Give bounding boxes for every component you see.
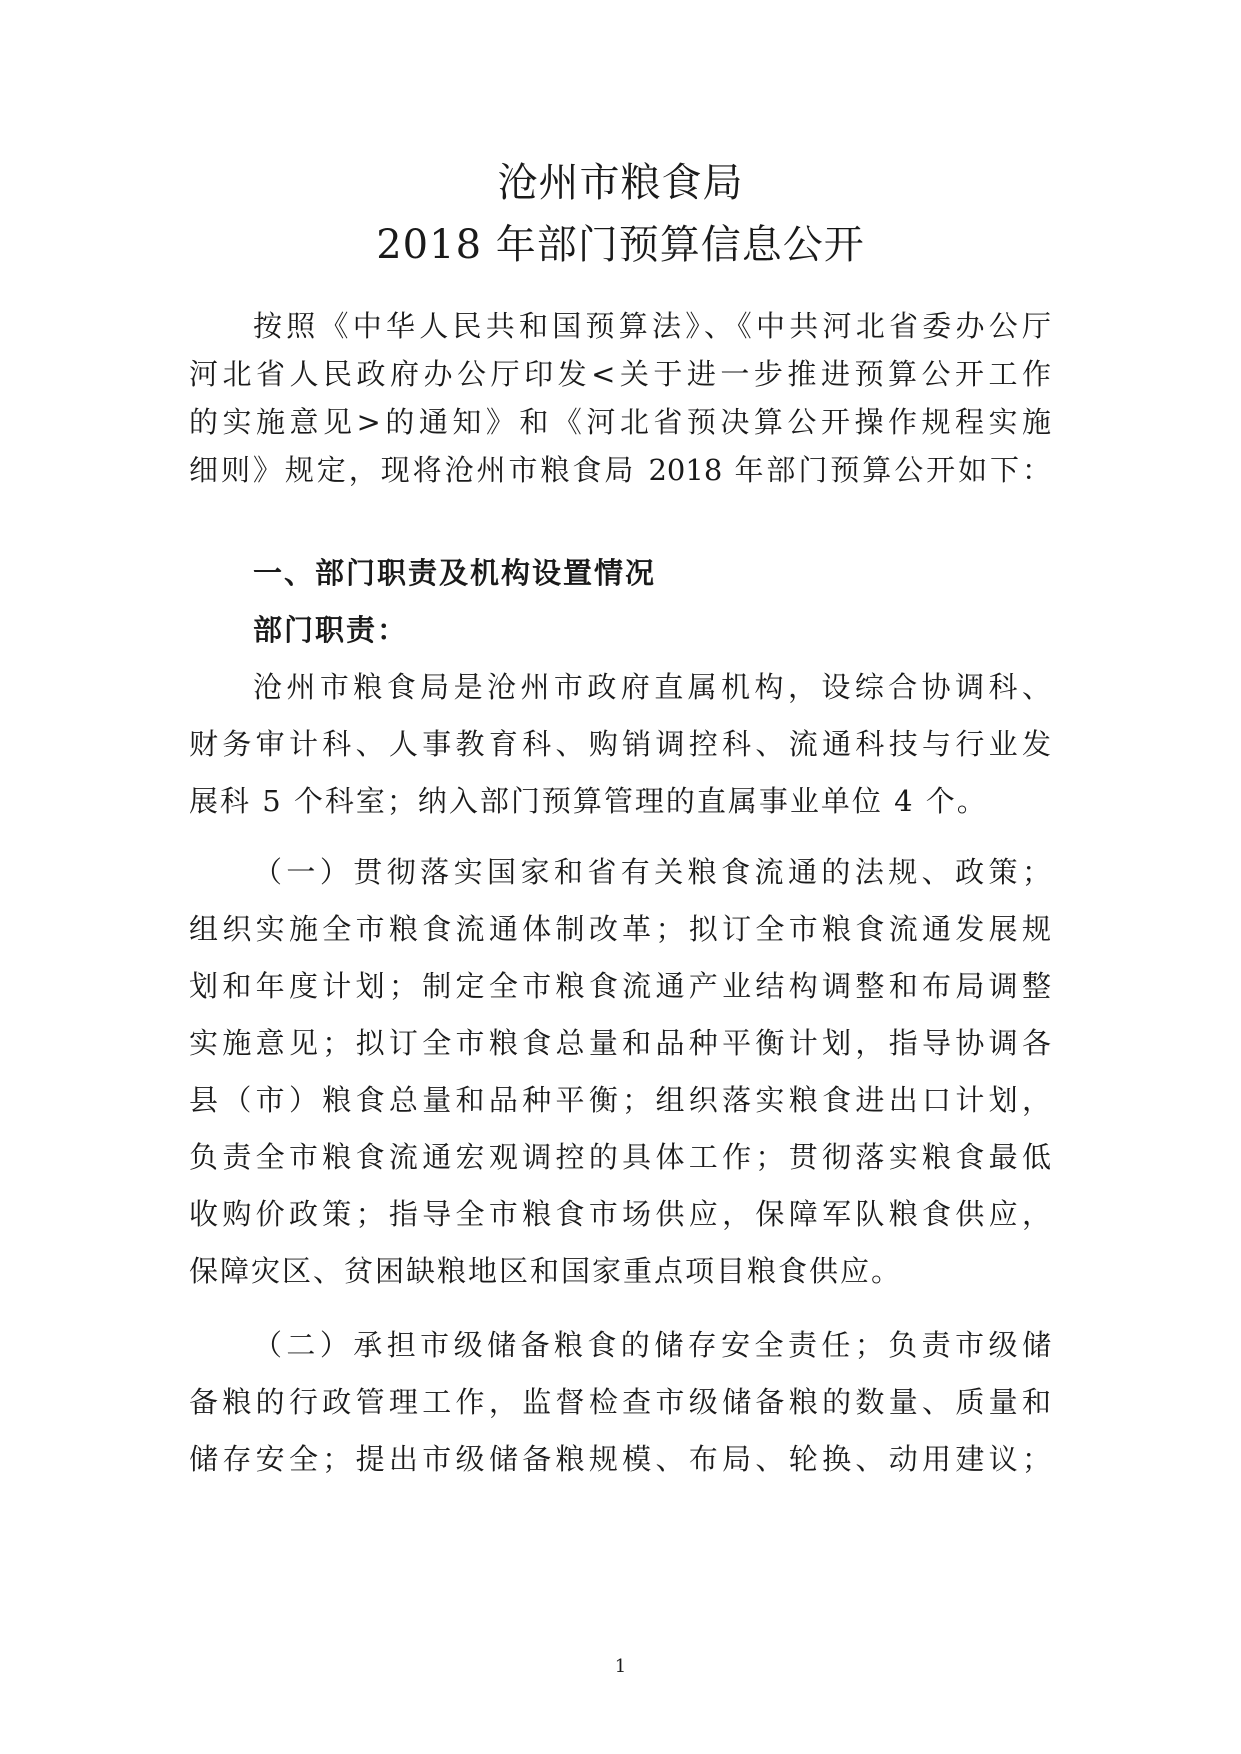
intro-line-3: 的实施意见>的通知》和《河北省预决算公开操作规程实施 — [189, 405, 1051, 439]
org-line-1: 沧州市粮食局是沧州市政府直属机构，设综合协调科、 — [253, 670, 1051, 704]
page-number: 1 — [614, 1656, 627, 1677]
document-title-line-2: 2018 年部门预算信息公开 — [376, 222, 865, 268]
duty2-line-2: 备粮的行政管理工作，监督检查市级储备粮的数量、质量和 — [189, 1385, 1051, 1419]
duty2-line-1: （二）承担市级储备粮食的储存安全责任；负责市级储 — [253, 1328, 1051, 1362]
org-line-2: 财务审计科、人事教育科、购销调控科、流通科技与行业发 — [189, 727, 1051, 761]
section-heading: 一、部门职责及机构设置情况 — [253, 556, 657, 590]
duty1-line-4: 实施意见；拟订全市粮食总量和品种平衡计划，指导协调各 — [189, 1026, 1051, 1060]
duty1-line-6: 负责全市粮食流通宏观调控的具体工作；贯彻落实粮食最低 — [189, 1140, 1051, 1174]
duty2-line-3: 储存安全；提出市级储备粮规模、布局、轮换、动用建议； — [189, 1442, 1051, 1476]
duty1-line-5: 县（市）粮食总量和品种平衡；组织落实粮食进出口计划， — [189, 1083, 1051, 1117]
duty1-line-7: 收购价政策；指导全市粮食市场供应，保障军队粮食供应， — [189, 1197, 1051, 1231]
intro-line-1: 按照《中华人民共和国预算法》、《中共河北省委办公厅 — [253, 309, 1051, 343]
subheading-duties: 部门职责： — [253, 613, 409, 647]
duty1-line-2: 组织实施全市粮食流通体制改革；拟订全市粮食流通发展规 — [189, 912, 1051, 946]
org-line-3: 展科 5 个科室；纳入部门预算管理的直属事业单位 4 个。 — [189, 784, 988, 818]
duty1-line-1: （一）贯彻落实国家和省有关粮食流通的法规、政策； — [253, 855, 1051, 889]
document-title-line-1: 沧州市粮食局 — [497, 160, 744, 206]
duty1-line-8: 保障灾区、贫困缺粮地区和国家重点项目粮食供应。 — [189, 1254, 903, 1288]
intro-line-2: 河北省人民政府办公厅印发<关于进一步推进预算公开工作 — [189, 357, 1051, 391]
duty1-line-3: 划和年度计划；制定全市粮食流通产业结构调整和布局调整 — [189, 969, 1051, 1003]
intro-line-4: 细则》规定，现将沧州市粮食局 2018 年部门预算公开如下： — [189, 453, 1051, 487]
